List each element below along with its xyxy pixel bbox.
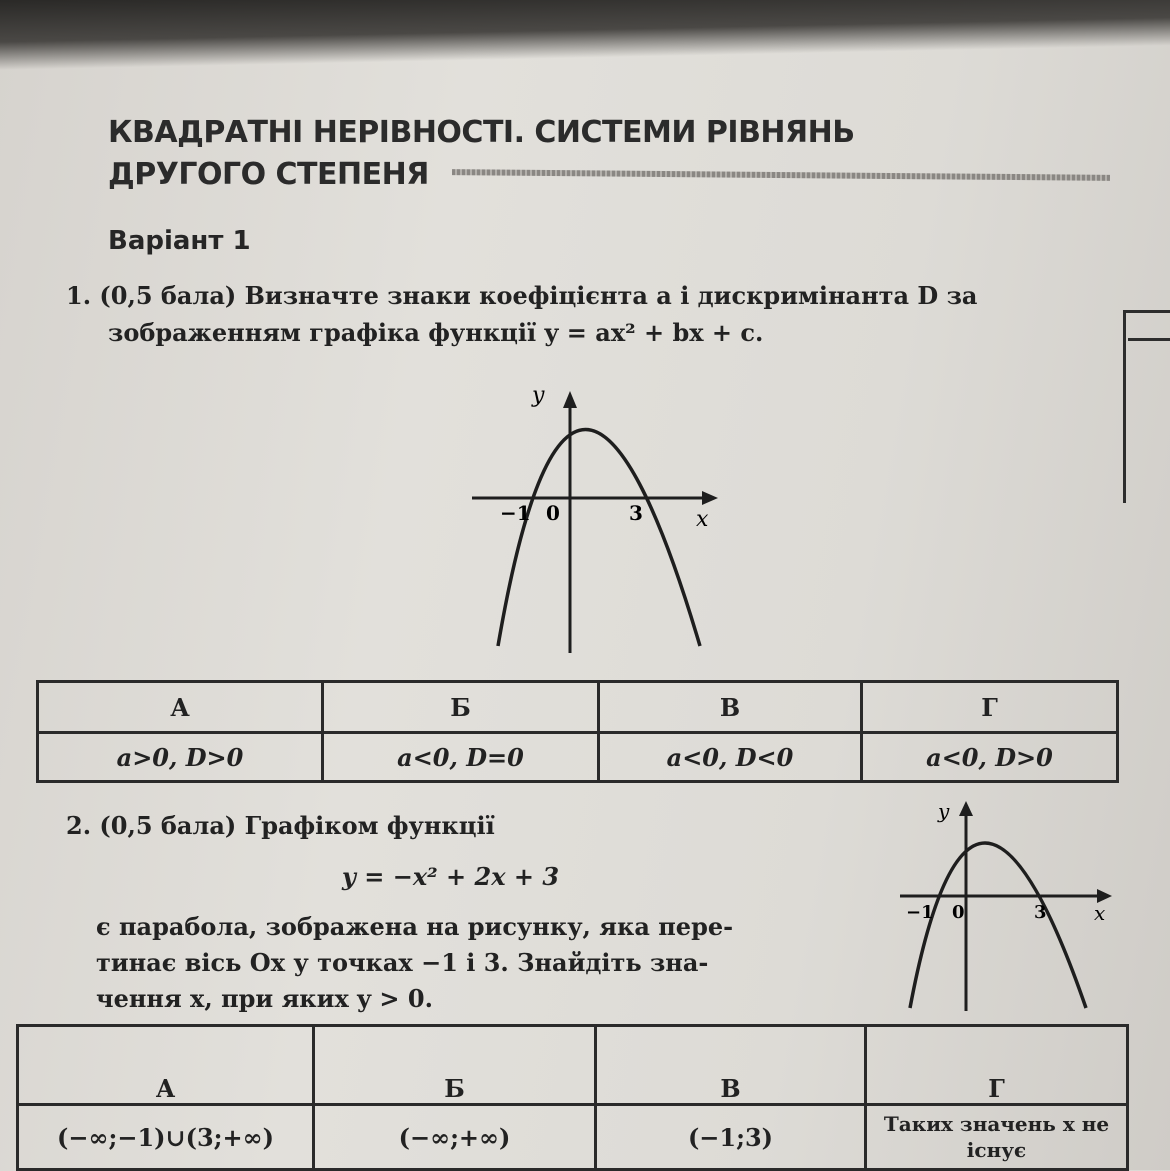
task1-option-g-value[interactable]: a<0, D>0: [862, 733, 1118, 782]
task2-text-line-1: 2. (0,5 бала) Графіком функції: [66, 811, 495, 840]
task2-option-a-letter[interactable]: А: [18, 1026, 314, 1105]
variant-title: Варіант 1: [108, 226, 251, 256]
task2-y-label: y: [938, 799, 950, 823]
task1-option-a-value[interactable]: a>0, D>0: [38, 733, 323, 782]
task2-formula: y = −x² + 2x + 3: [342, 862, 560, 891]
task1-option-v-letter[interactable]: В: [599, 682, 862, 733]
task1-option-b-value[interactable]: a<0, D=0: [323, 733, 599, 782]
heading-line-1: КВАДРАТНІ НЕРІВНОСТІ. СИСТЕМИ РІВНЯНЬ: [108, 115, 855, 150]
task1-text-line-1: 1. (0,5 бала) Визначте знаки коефіцієнта a і дискримінанта D за: [66, 281, 978, 310]
task2-tick-3: 3: [1034, 902, 1047, 923]
task2-option-v-letter[interactable]: В: [596, 1026, 866, 1105]
page-shadow: [0, 0, 1170, 70]
task1-option-v-value[interactable]: a<0, D<0: [599, 733, 862, 782]
task1-graph: [470, 388, 750, 658]
task2-option-b-letter[interactable]: Б: [314, 1026, 596, 1105]
task2-y-arrow: [959, 801, 973, 816]
task1-text-line-2: зображенням графіка функції y = ax² + bx + c.: [108, 318, 764, 347]
heading-line-2: ДРУГОГО СТЕПЕНЯ: [108, 157, 429, 192]
task1-y-arrow: [563, 391, 577, 408]
task1-tick-0: 0: [546, 501, 560, 525]
task1-parabola: [498, 430, 700, 647]
task2-tick-minus1: −1: [906, 902, 934, 923]
task1-option-b-letter[interactable]: Б: [323, 682, 599, 733]
task2-option-g-value[interactable]: Таких значень x не існує: [866, 1105, 1128, 1170]
task1-tick-3: 3: [629, 501, 643, 525]
task2-parabola: [910, 843, 1086, 1008]
task2-graph: [898, 796, 1128, 1016]
task1-tick-minus1: −1: [500, 501, 531, 525]
task1-x-arrow: [702, 491, 718, 505]
next-page-tick: [1128, 338, 1170, 341]
task2-option-a-value[interactable]: (−∞;−1)∪(3;+∞): [18, 1105, 314, 1170]
task2-text-line-4: чення x, при яких y > 0.: [96, 984, 433, 1013]
task1-y-label: y: [532, 388, 545, 408]
task2-option-v-value[interactable]: (−1;3): [596, 1105, 866, 1170]
task2-text-line-3: тинає вісь Ox у точках −1 і 3. Знайдіть зна-: [96, 948, 709, 977]
page-heading: [108, 112, 855, 196]
task2-option-g-letter[interactable]: Г: [866, 1026, 1128, 1105]
task2-answer-table: [16, 1024, 1129, 1171]
task2-text-line-2: є парабола, зображена на рисунку, яка пере-: [96, 912, 734, 941]
task2-option-b-value[interactable]: (−∞;+∞): [314, 1105, 596, 1170]
task1-option-a-letter[interactable]: А: [38, 682, 323, 733]
task1-x-label: x: [696, 507, 709, 532]
task1-answer-table: [36, 680, 1119, 783]
task1-option-g-letter[interactable]: Г: [862, 682, 1118, 733]
task2-tick-0: 0: [952, 902, 965, 923]
task2-x-label: x: [1094, 901, 1106, 925]
